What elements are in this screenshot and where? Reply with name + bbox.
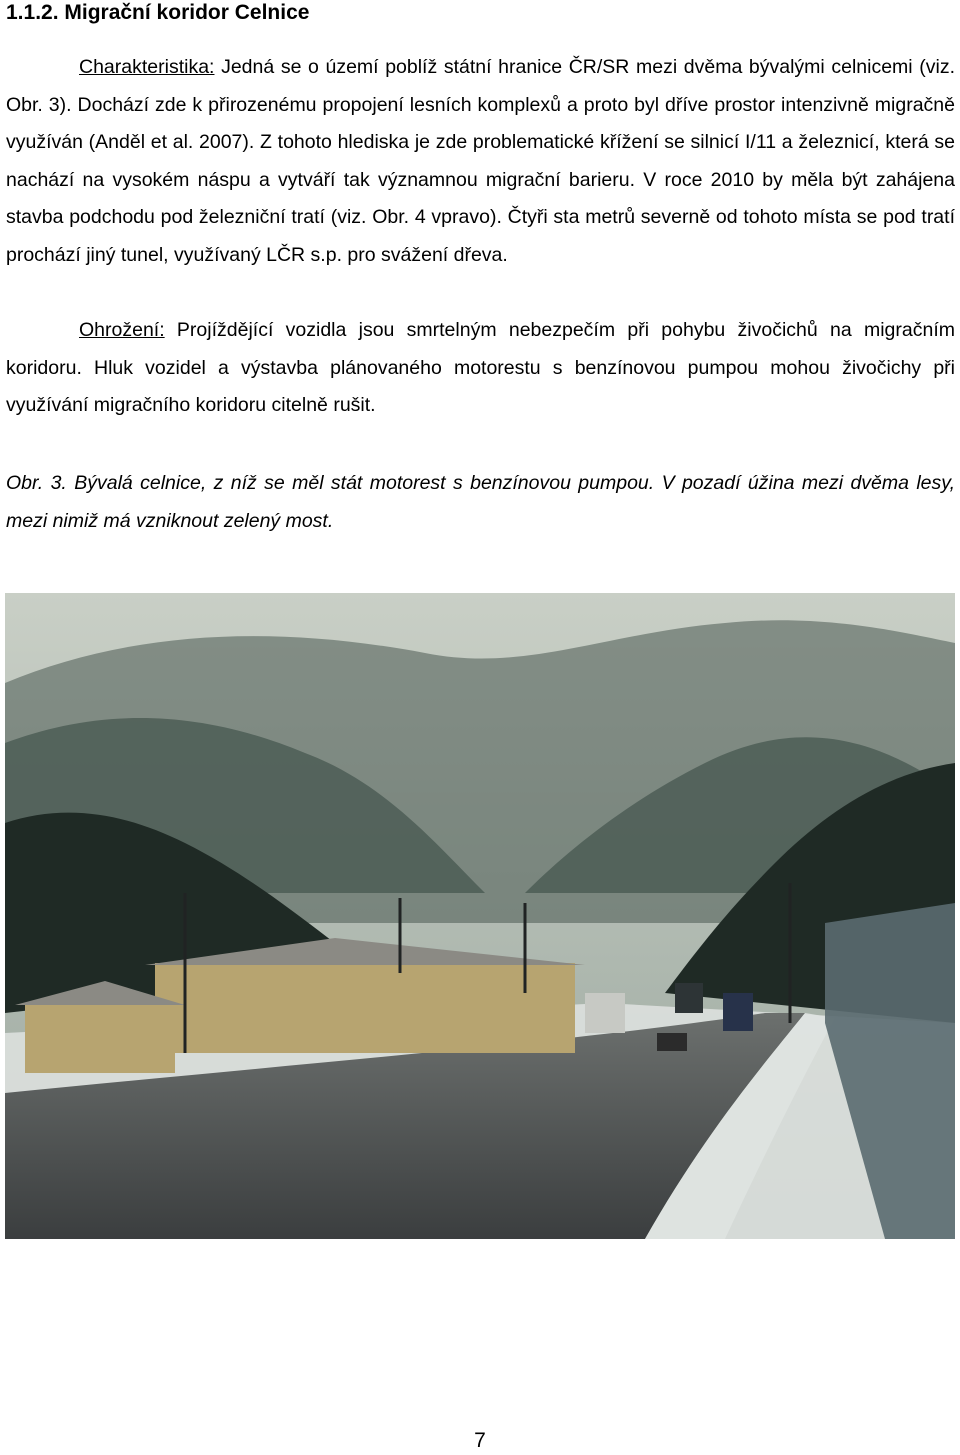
- figure-caption: Obr. 3. Bývalá celnice, z níž se měl stát motorest s benzínovou pumpou. V pozadí úžina mezi dvěma lesy, mezi nimiž má vzniknout zelený most.: [6, 472, 955, 532]
- threats-paragraph: [6, 312, 955, 425]
- border-crossing-photo: [5, 593, 955, 1239]
- car: [657, 1033, 687, 1051]
- truck-1: [675, 983, 703, 1013]
- kiosk: [585, 993, 625, 1033]
- building-left: [25, 1003, 175, 1073]
- characteristics-label: Charakteristika:: [79, 56, 215, 78]
- building-main: [155, 963, 575, 1053]
- characteristics-text: Jedná se o území poblíž státní hranice ČR/SR mezi dvěma bývalými celnicemi (viz. Obr. 3). Dochází zde k přirozenému propojení lesních komplexů a proto byl dříve prostor intenzivně migračně využíván (Anděl et al. 2007). Z tohoto hlediska je zde problematické křížení se silnicí I/11 a železnicí, která se nachází na vysokém náspu a vytváří tak významnou migrační barieru. V roce 2010 by měla být zahájena stavba podchodu pod železniční tratí (viz. Obr. 4 vpravo). Čtyři sta metrů severně od tohoto místa se pod tratí prochází jiný tunel, využívaný LČR s.p. pro svážení dřeva.: [6, 56, 955, 266]
- threats-label: Ohrožení:: [79, 319, 165, 341]
- truck-2: [723, 993, 753, 1031]
- characteristics-paragraph: [6, 49, 955, 275]
- section-heading: 1.1.2. Migrační koridor Celnice: [6, 1, 310, 24]
- page-number: 7: [474, 1429, 486, 1452]
- threats-text: Projíždějící vozidla jsou smrtelným nebezpečím při pohybu živočichů na migračním koridoru. Hluk vozidel a výstavba plánovaného motorestu s benzínovou pumpou mohou živočichy při využívání migračního koridoru citelně rušit.: [6, 319, 955, 417]
